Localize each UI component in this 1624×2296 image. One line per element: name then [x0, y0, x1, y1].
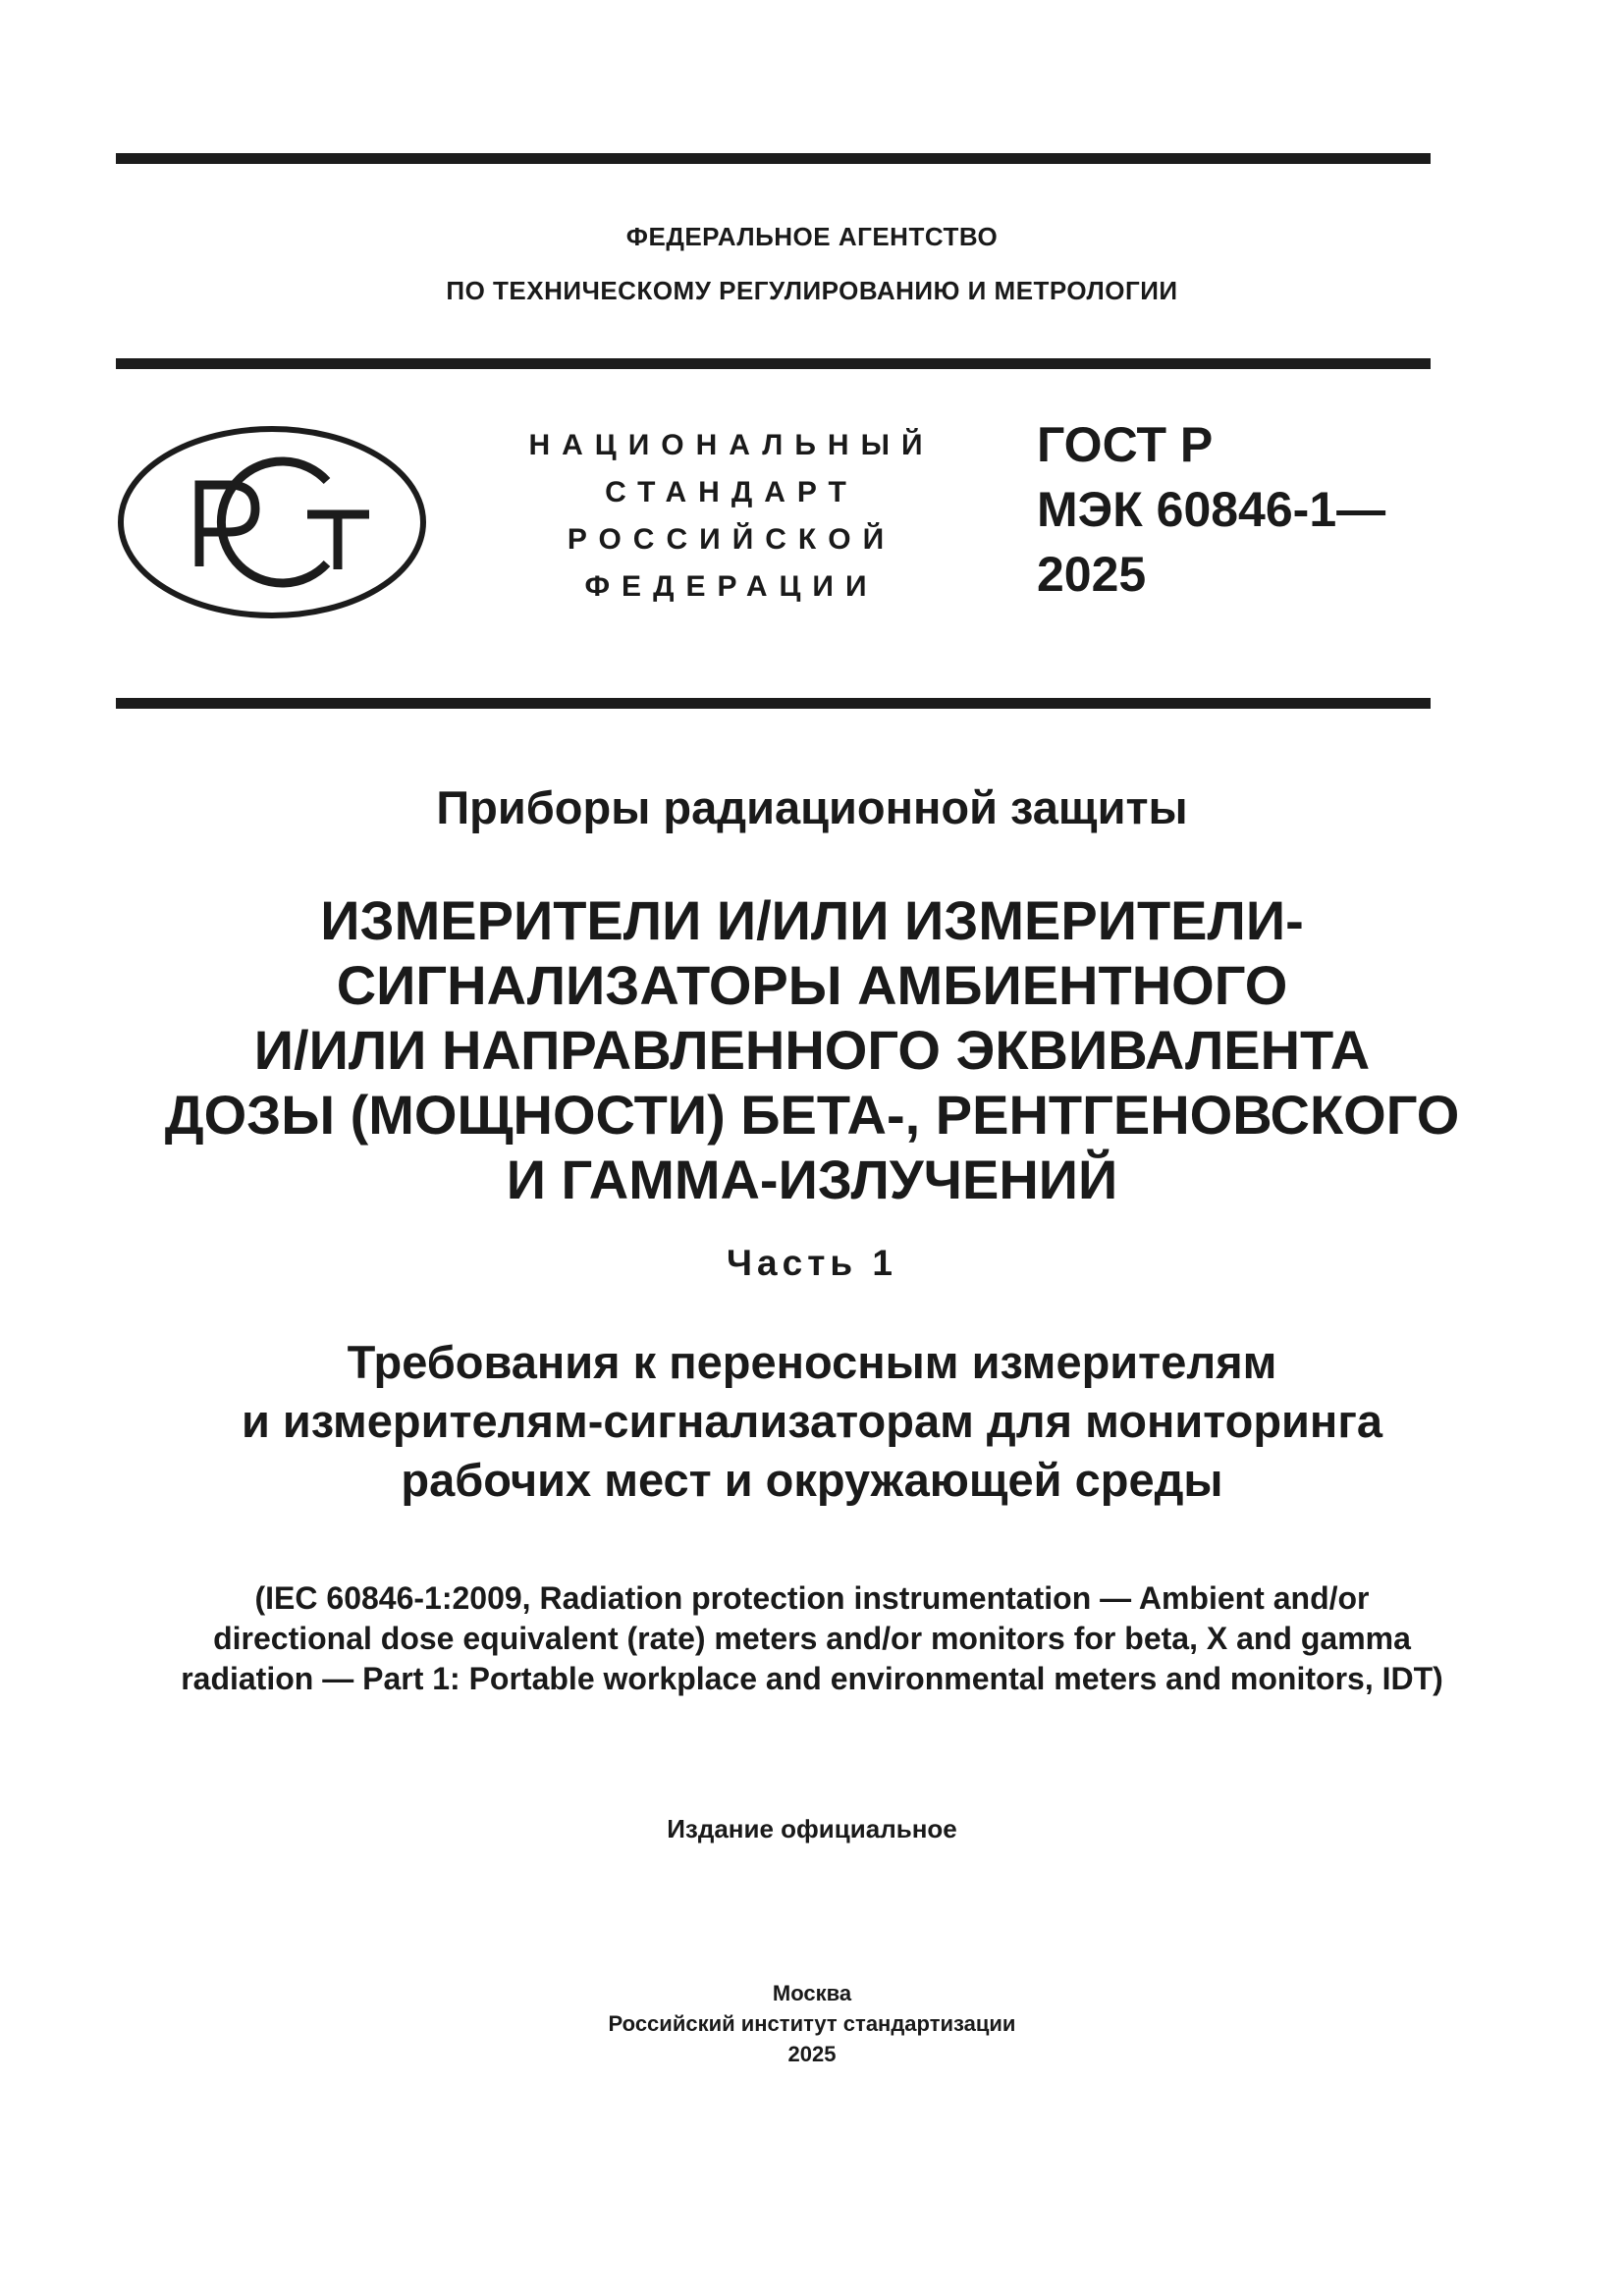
iec-reference	[0, 1578, 1624, 1699]
main-title-line: ДОЗЫ (МОЩНОСТИ) БЕТА-, РЕНТГЕНОВСКОГО	[164, 1084, 1460, 1146]
main-title-line: И/ИЛИ НАПРАВЛЕННОГО ЭКВИВАЛЕНТА	[253, 1019, 1371, 1081]
agency-name-line-1: ФЕДЕРАЛЬНОЕ АГЕНТСТВО	[625, 222, 999, 251]
title-rule	[116, 698, 1431, 709]
national-standard-line: НАЦИОНАЛЬНЫЙ	[528, 429, 935, 461]
national-standard-line: РОССИЙСКОЙ	[567, 523, 896, 556]
national-standard-line: СТАНДАРТ	[605, 476, 858, 508]
standard-designation	[1037, 412, 1385, 607]
imprint-city: Москва	[772, 1981, 852, 2005]
part-label: Часть 1	[727, 1243, 897, 1283]
national-standard-label	[511, 422, 952, 611]
agency-name-line-2: ПО ТЕХНИЧЕСКОМУ РЕГУЛИРОВАНИЮ И МЕТРОЛОГИИ	[446, 276, 1178, 305]
designation-line: ГОСТ Р	[1037, 417, 1214, 472]
sub-title-line: и измерителям-сигнализаторам для мониторинга	[241, 1395, 1383, 1447]
sub-title-line: Требования к переносным измерителям	[347, 1336, 1277, 1388]
main-title	[0, 888, 1624, 1212]
imprint-year: 2025	[787, 2042, 837, 2066]
main-title-line: И ГАММА-ИЗЛУЧЕНИЙ	[506, 1148, 1118, 1210]
designation-line: 2025	[1037, 547, 1147, 602]
top-rule	[116, 153, 1431, 164]
edition-label: Издание официальное	[667, 1814, 957, 1843]
national-standard-line: ФЕДЕРАЦИИ	[584, 570, 879, 603]
rst-certification-mark-icon	[116, 424, 428, 620]
iec-reference-line: (IEC 60846-1:2009, Radiation protection instrumentation — Ambient and/or	[254, 1580, 1370, 1616]
iec-reference-line: directional dose equivalent (rate) meters and/or monitors for beta, X and gamma	[213, 1621, 1411, 1656]
main-title-line: СИГНАЛИЗАТОРЫ АМБИЕНТНОГО	[336, 954, 1288, 1016]
imprint	[0, 1978, 1624, 2069]
series-title: Приборы радиационной защиты	[436, 781, 1188, 833]
designation-line: МЭК 60846-1—	[1037, 482, 1386, 537]
imprint-publisher: Российский институт стандартизации	[608, 2011, 1016, 2036]
header-rule	[116, 358, 1431, 369]
iec-reference-line: radiation — Part 1: Portable workplace and environmental meters and monitors, IDT)	[181, 1661, 1443, 1696]
main-title-line: ИЗМЕРИТЕЛИ И/ИЛИ ИЗМЕРИТЕЛИ-	[320, 889, 1304, 951]
sub-title	[0, 1333, 1624, 1510]
sub-title-line: рабочих мест и окружающей среды	[401, 1454, 1223, 1506]
